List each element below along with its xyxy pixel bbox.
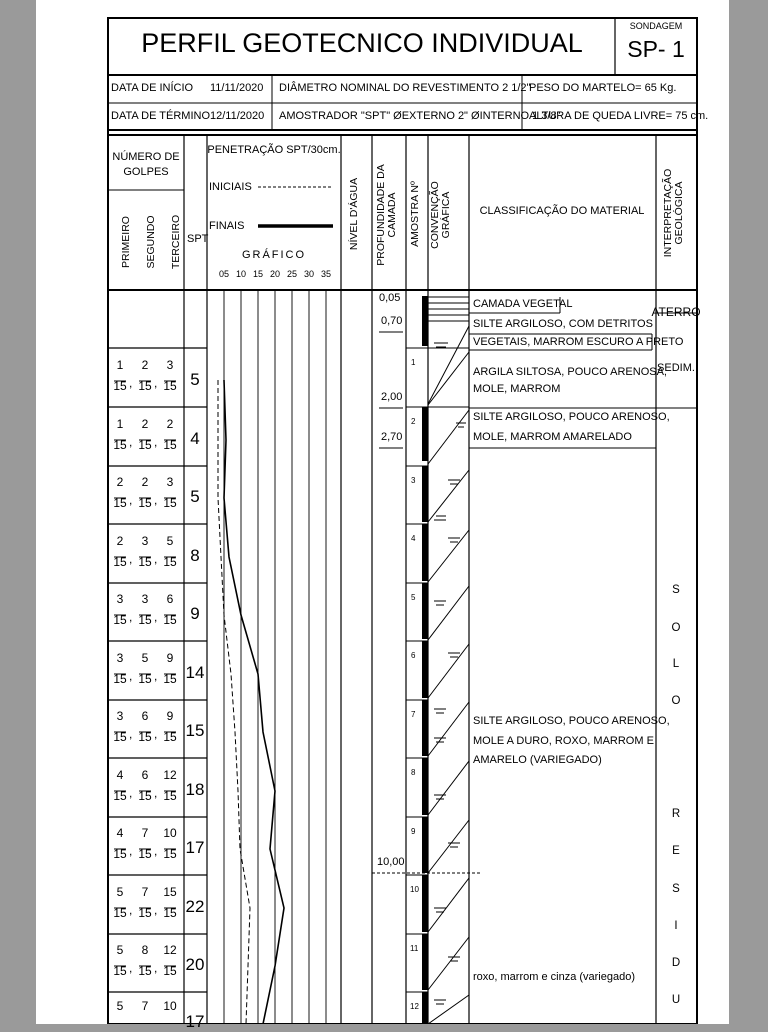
sample-number: 5: [411, 593, 416, 602]
altura-text: ALTURA DE QUEDA LIVRE= 75 cm.: [529, 110, 709, 122]
scale-tick: 05: [218, 269, 230, 279]
spt-value: 5: [190, 370, 200, 389]
blow-first: 5: [116, 943, 124, 957]
convencao-header: CONVENÇÃO GRÁFICA: [429, 181, 453, 249]
page-title: PERFIL GEOTECNICO INDIVIDUAL: [141, 28, 583, 58]
sondagem-id: SP- 1: [627, 36, 685, 62]
interp-letter: D: [671, 957, 681, 969]
blow-third: 10: [163, 999, 177, 1013]
diametro-text: DIÂMETRO NOMINAL DO REVESTIMENTO 2 1/2": [279, 82, 531, 94]
depth-value: 2,00: [381, 391, 403, 403]
spt-header: SPT: [187, 233, 209, 245]
sondagem-label: SONDAGEM: [629, 21, 683, 31]
depth-value: 2,70: [381, 431, 403, 443]
blow-second: 6: [141, 768, 149, 782]
blow-denominator: 15: [138, 438, 152, 452]
blow-denominator: 15: [163, 789, 177, 803]
scale-tick: 30: [303, 269, 315, 279]
spt-value: 8: [190, 546, 200, 565]
sample-number: 11: [410, 944, 419, 953]
data-inicio-label: DATA DE INÍCIO: [111, 82, 194, 94]
blow-second: 3: [141, 534, 149, 548]
blow-first: 2: [116, 475, 124, 489]
blow-first: 3: [116, 651, 124, 665]
depth-value: 0,05: [379, 292, 401, 304]
blow-denominator: 15: [138, 613, 152, 627]
material-label: SILTE ARGILOSO, POUCO ARENOSO,: [473, 715, 670, 727]
blow-third: 9: [166, 651, 174, 665]
blow-denominator: 15: [138, 730, 152, 744]
primeiro-header: PRIMEIRO: [120, 216, 132, 268]
scale-tick: 20: [269, 269, 281, 279]
blow-denominator: 15: [163, 964, 177, 978]
spt-initial-curve: [218, 380, 250, 1024]
peso-text: PESO DO MARTELO= 65 Kg.: [529, 82, 677, 94]
nivel-agua-header: NÍVEL D'ÁGUA: [348, 177, 360, 251]
blow-denominator: 15: [163, 555, 177, 569]
blow-denominator: 15: [163, 672, 177, 686]
sample-number: 10: [410, 885, 419, 894]
sample-number: 12: [410, 1002, 419, 1011]
blow-first: 1: [116, 417, 124, 431]
blow-denominator: 15: [113, 379, 127, 393]
blow-denominator: 15: [113, 496, 127, 510]
numero-golpes-header: NÚMERO DE GOLPES: [112, 151, 180, 178]
sample-number: 7: [411, 710, 416, 719]
blow-first: 3: [116, 592, 124, 606]
terceiro-header: TERCEIRO: [170, 214, 182, 270]
amostra-header: AMOSTRA Nº: [409, 181, 421, 247]
blow-second: 7: [141, 826, 149, 840]
depth-value: 10,00: [377, 856, 405, 868]
interp-letter: I: [674, 920, 678, 932]
blow-third: 9: [166, 709, 174, 723]
blow-third: 10: [163, 826, 177, 840]
blow-denominator: 15: [163, 438, 177, 452]
blow-denominator: 15: [138, 496, 152, 510]
blow-first: 5: [116, 885, 124, 899]
spt-value: 14: [185, 663, 205, 682]
blow-third: 6: [166, 592, 174, 606]
amostrador-text: AMOSTRADOR "SPT" ØEXTERNO 2" ØINTERNO 1 3/8": [279, 110, 561, 122]
blow-denominator: 15: [163, 906, 177, 920]
blow-denominator: 15: [113, 847, 127, 861]
blow-denominator: 15: [138, 555, 152, 569]
interp-letter: O: [671, 695, 681, 707]
penetracao-header: PENETRAÇÃO SPT/30cm.: [207, 144, 341, 156]
blow-first: 1: [116, 358, 124, 372]
material-label: VEGETAIS, MARROM ESCURO A PRETO: [473, 336, 684, 348]
blow-first: 5: [116, 999, 124, 1013]
blow-denominator: 15: [138, 847, 152, 861]
interp-letter: L: [672, 658, 680, 670]
spt-value: 9: [190, 604, 200, 623]
blow-denominator: 15: [163, 379, 177, 393]
material-label: SILTE ARGILOSO, POUCO ARENOSO,: [473, 411, 670, 423]
profundidade-header: PROFUNDIDADE DA CAMADA: [375, 164, 399, 266]
data-termino-label: DATA DE TÉRMINO: [111, 110, 211, 122]
interp-letter: U: [671, 994, 681, 1006]
blow-denominator: 15: [163, 496, 177, 510]
grafico-label: GRÁFICO: [241, 249, 307, 261]
blow-second: 2: [141, 475, 149, 489]
blow-denominator: 15: [113, 906, 127, 920]
sample-number: 9: [411, 827, 416, 836]
interpretacao-header: INTERPRETAÇÃO GEOLÓGICA: [662, 168, 686, 258]
interp-letter: R: [671, 808, 681, 820]
scale-tick: 10: [235, 269, 247, 279]
material-label: MOLE, MARROM AMARELADO: [473, 431, 632, 443]
spt-value: 20: [185, 955, 205, 974]
spt-value: 17: [185, 838, 205, 857]
blow-second: 6: [141, 709, 149, 723]
material-label: CAMADA VEGETAL: [473, 298, 573, 310]
blow-second: 2: [141, 358, 149, 372]
geotechnical-log-sheet: PERFIL GEOTECNICO INDIVIDUAL SONDAGEM SP- 1 DATA DE INÍCIO 11/11/2020 DATA DE TÉRMINO 12/11/2020 DIÂMETRO NOMINAL DO REVESTIMENTO 2 1/2" AMOSTRADOR "SPT" ØEXTERNO 2" ØINTERNO 1 3/8" PESO DO MARTELO= 65 Kg. ALTURA DE QUEDA LIVRE= 75 cm. NÚMERO DE GOLPES PRIMEIRO SEGUNDO TERCEIRO SPT PENETRAÇÃO SPT/30cm. INICIAIS FINAIS GRÁFICO 05 10 15 20 25 30 35 NÍVEL D'ÁGUA PROFUNDIDADE DA CAMADA AMOSTRA Nº CONVENÇÃO GRÁFICA CLASSIFICAÇÃO DO MATERIAL INTERPRETAÇÃO GEOLÓGICA 0,05 0,70 2,00 2,70 10,00 CAMADA VEGETAL SILTE ARGILOSO, COM DETRITOS VEGETAIS, MARROM ESCURO A PRETO ARGILA SILTOSA, POUCO ARENOSA, MOLE, MARROM SILTE ARGILOSO, POUCO ARENOSO, MOLE, MARROM AMARELADO SILTE ARGILOSO, POUCO ARENOSO, MOLE A DURO, ROXO, MARROM E AMARELO (VARIEGADO) roxo, marrom e cinza (variegado) ATERRO SEDIM. S O L O R E S I D U 1 2 3 4 5 6 7 8 9 10 11 12 1 15 2 15 3 15 , , 5 1 15 2 15 2 15 , , 4 2 15 2 15 3 15 , , 5 2 15 3 15 5 15 , , 8 3 15 3 15 6 15 , , 9 3 15 5 15 9 15 , , 14 3 15 6 15 9 15 , , 15 4 15 6 15 12 15 , , 18 4 15 7 15 10 15 , , 17 5 15 7 15 15 15 , , 22 5 15 8 15 12 15 , , 20 5 7 10 17: [36, 0, 729, 1024]
blow-denominator: 15: [113, 964, 127, 978]
blow-second: 7: [141, 885, 149, 899]
blow-denominator: 15: [138, 964, 152, 978]
blow-third: 15: [163, 885, 177, 899]
blow-denominator: 15: [113, 789, 127, 803]
blow-denominator: 15: [138, 672, 152, 686]
sample-number: 3: [411, 476, 416, 485]
sample-number: 1: [411, 358, 416, 367]
interp-sedim: SEDIM.: [657, 362, 695, 374]
depth-value: 0,70: [381, 315, 403, 327]
material-label: AMARELO (VARIEGADO): [473, 754, 602, 766]
scale-tick: 25: [286, 269, 298, 279]
interp-aterro: ATERRO: [651, 305, 701, 319]
classificacao-header: CLASSIFICAÇÃO DO MATERIAL: [479, 205, 645, 217]
finais-label: FINAIS: [209, 220, 245, 232]
blow-third: 5: [166, 534, 174, 548]
spt-value: 22: [185, 897, 205, 916]
blow-first: 2: [116, 534, 124, 548]
blow-denominator: 15: [113, 613, 127, 627]
spt-value: 18: [185, 780, 205, 799]
data-inicio-value: 11/11/2020: [210, 82, 264, 94]
blow-third: 3: [166, 475, 174, 489]
interp-letter: S: [672, 883, 680, 895]
scale-tick: 35: [320, 269, 332, 279]
blow-second: 5: [141, 651, 149, 665]
sample-number: 6: [411, 651, 416, 660]
scale-tick: 15: [252, 269, 264, 279]
interp-letter: O: [671, 622, 681, 634]
blow-denominator: 15: [163, 730, 177, 744]
spt-value: 5: [190, 487, 200, 506]
spt-value: 4: [190, 429, 200, 448]
blow-third: 2: [166, 417, 174, 431]
blow-denominator: 15: [113, 672, 127, 686]
sample-number: 8: [411, 768, 416, 777]
blow-second: 7: [141, 999, 149, 1013]
blow-denominator: 15: [113, 555, 127, 569]
blow-second: 2: [141, 417, 149, 431]
blow-denominator: 15: [163, 613, 177, 627]
blow-third: 12: [163, 768, 177, 782]
blow-denominator: 15: [138, 789, 152, 803]
blow-first: 4: [116, 826, 124, 840]
material-label: MOLE, MARROM: [473, 383, 561, 395]
sample-number: 4: [411, 534, 416, 543]
material-label: roxo, marrom e cinza (variegado): [473, 971, 636, 983]
blow-second: 8: [141, 943, 149, 957]
blow-first: 4: [116, 768, 124, 782]
interp-letter: S: [672, 584, 680, 596]
material-label: SILTE ARGILOSO, COM DETRITOS: [473, 318, 653, 330]
sample-number: 2: [411, 417, 416, 426]
blow-third: 12: [163, 943, 177, 957]
blow-first: 3: [116, 709, 124, 723]
data-termino-value: 12/11/2020: [210, 110, 265, 122]
blow-denominator: 15: [138, 906, 152, 920]
blow-denominator: 15: [113, 438, 127, 452]
material-label: MOLE A DURO, ROXO, MARROM E: [473, 735, 654, 747]
blow-second: 3: [141, 592, 149, 606]
iniciais-label: INICIAIS: [209, 181, 252, 193]
spt-value: 17: [185, 1012, 205, 1031]
blow-denominator: 15: [113, 730, 127, 744]
blow-denominator: 15: [163, 847, 177, 861]
blow-denominator: 15: [138, 379, 152, 393]
segundo-header: SEGUNDO: [145, 215, 157, 269]
interp-letter: E: [672, 845, 680, 857]
blow-third: 3: [166, 358, 174, 372]
material-label: ARGILA SILTOSA, POUCO ARENOSA,: [473, 366, 667, 378]
spt-value: 15: [185, 721, 205, 740]
